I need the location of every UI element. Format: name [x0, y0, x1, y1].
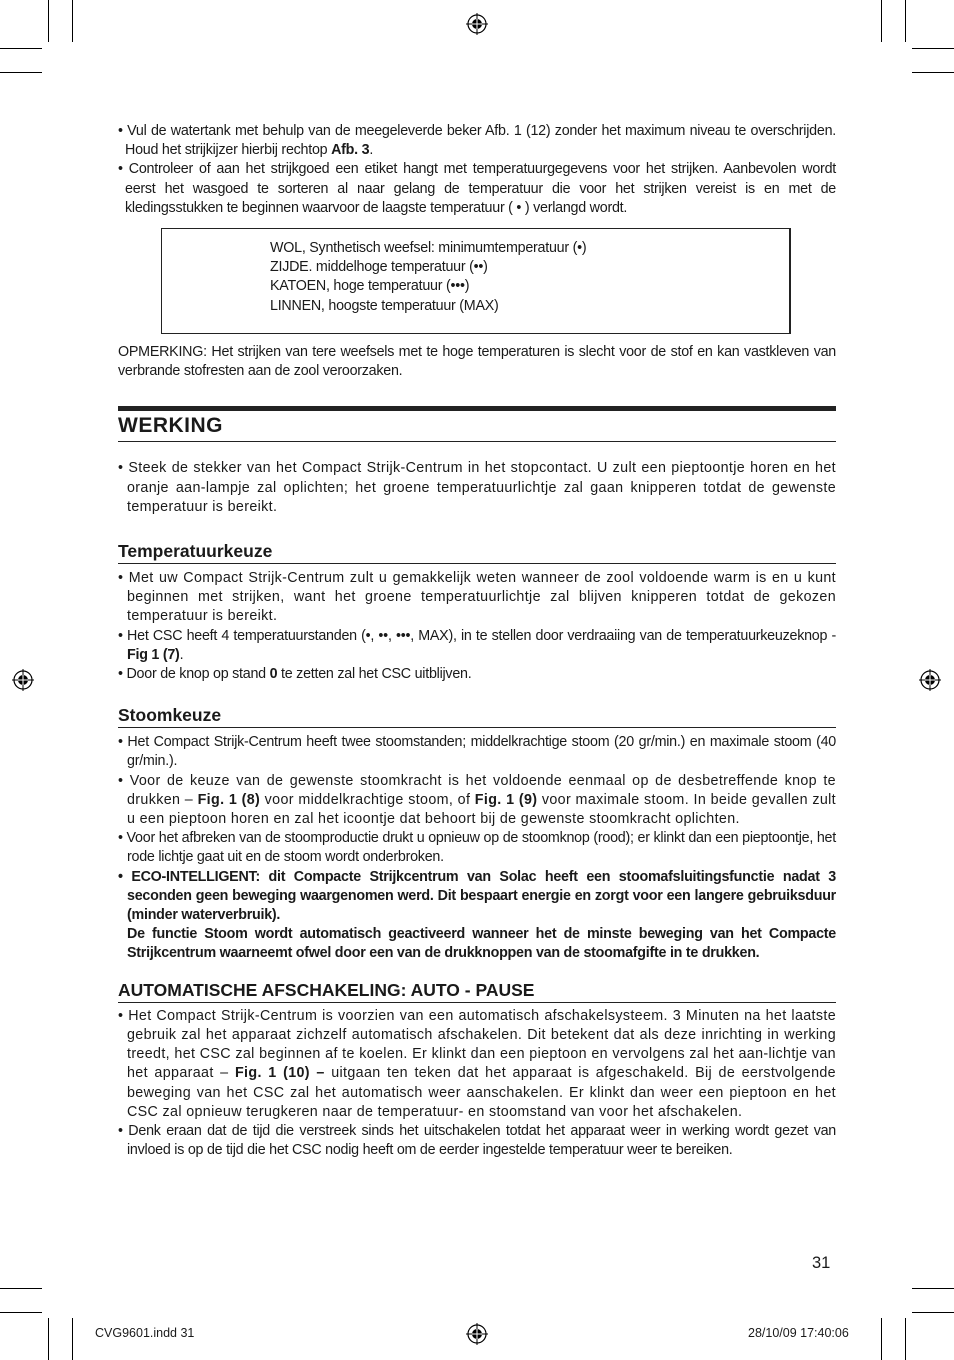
section-title-auto-pause: AUTOMATISCHE AFSCHAKELING: AUTO - PAUSE — [118, 979, 836, 1003]
registration-mark-icon — [919, 669, 941, 691]
crop-mark — [905, 1318, 906, 1360]
list-item: • Het Compact Strijk-Centrum is voorzien van een automatisch afschakelsysteem. 3 Minuten na het laatste gebruik zal het apparaat zichzelf automatisch afschakelen. Dit betekent dat als deze inrichting in werking treedt, het CSC zal beginnen af te koelen. Er klinkt dan een pieptoon en vervolgens zal het aan-lichtje van het apparaat – Fig. 1 (10) – uitgaan ten teken dat het apparaat is afgeschakeld. Bij de eerstvolgende beweging van het CSC zal het automatisch weer aanschakelen. Er klinkt dan weer een pieptoon en het CSC zal opnieuw terugkeren naar de temperatuur- en stoomstand van voor het afschakelen. — [118, 1007, 836, 1120]
list-item: • Het Compact Strijk-Centrum heeft twee stoomstanden; middelkrachtige stoom (20 gr/min.) en maximale stoom (40 gr/min.). — [118, 734, 836, 770]
crop-mark — [881, 0, 882, 42]
crop-mark — [912, 1312, 954, 1313]
crop-mark — [0, 48, 42, 49]
list-item: • Denk eraan dat de tijd die verstreek sinds het uitschakelen totdat het apparaat weer in werking wordt gezet van invloed is op de tijd die het CSC nodig heeft om de eerder ingestelde temperatuur weer te bereiken. — [118, 1122, 836, 1159]
list-item: • Door de knop op stand 0 te zetten zal het CSC uitblijven. — [118, 666, 472, 683]
section-title-temperatuurkeuze: Temperatuurkeuze — [118, 540, 836, 564]
crop-mark — [0, 1288, 42, 1289]
table-row: KATOEN, hoge temperatuur (•••) — [270, 278, 470, 295]
crop-mark — [72, 0, 73, 42]
table-row: WOL, Synthetisch weefsel: minimumtemperatuur (•) — [270, 240, 587, 257]
list-item: • Voor het afbreken van de stoomproductie drukt u opnieuw op de stoomknop (rood); er klinkt dan een pieptoontje, het rode lichtje gaat uit en de stoom wordt onderbroken. — [118, 830, 836, 866]
section-title-werking: WERKING — [118, 411, 836, 442]
slug-filename: CVG9601.indd 31 — [95, 1326, 195, 1340]
note-paragraph: OPMERKING: Het strijken van tere weefsels met te hoge temperaturen is slecht voor de stof en kan vastkleven van verbrande stofresten aan de zool veroorzaken. — [118, 344, 836, 380]
list-item: • Steek de stekker van het Compact Strijk-Centrum in het stopcontact. U zult een pieptoontje horen en het oranje aan-lampje zal oplichten; het groene temperatuurlichtje zal gaan knipperen totdat de gewenste temperatuur is bereikt. — [118, 460, 836, 515]
temperature-table — [161, 228, 791, 334]
list-item: • Voor de keuze van de gewenste stoomkracht is het voldoende eenmaal op de desbetreffende knop te drukken – Fig. 1 (8) voor middelkrachtige stoom, of Fig. 1 (9) voor maximale stoom. In beide gevallen zult u een pieptoon horen en zal het icoontje dat behoort bij de gewenste stoomkracht oplichten. — [118, 772, 836, 828]
page-number: 31 — [812, 1254, 831, 1272]
crop-mark — [0, 1312, 42, 1313]
crop-mark — [912, 48, 954, 49]
list-item: • Vul de watertank met behulp van de meegeleverde beker Afb. 1 (12) zonder het maximum niveau te overschrijden. Houd het strijkijzer hierbij rechtop Afb. 3. — [118, 123, 836, 159]
registration-mark-icon — [12, 669, 34, 691]
crop-mark — [48, 0, 49, 42]
crop-mark — [912, 1288, 954, 1289]
list-item: • Controleer of aan het strijkgoed een etiket hangt met temperatuurgegevens voor het strijken. Aanbevolen wordt eerst het wasgoed te sorteren al naar gelang de temperatuur die voor het strijken vereist is en met de kledingsstukken te beginnen waarvoor de laagste temperatuur ( • ) verlangd wordt. — [118, 161, 836, 216]
crop-mark — [905, 0, 906, 42]
crop-mark — [912, 72, 954, 73]
table-row: ZIJDE. middelhoge temperatuur (••) — [270, 259, 488, 276]
crop-mark — [72, 1318, 73, 1360]
page-content — [118, 122, 836, 1160]
list-item-eco: • ECO-INTELLIGENT: dit Compacte Strijkcentrum van Solac heeft een stoomafsluitingsfunctie nadat 3 seconden geen beweging waargenomen werd. Dit bespaart energie en zorgt voor een langere gebruiksduur (minder waterverbruik). — [118, 868, 836, 924]
registration-mark-icon — [466, 13, 488, 35]
table-row: LINNEN, hoogste temperatuur (MAX) — [270, 297, 499, 314]
crop-mark — [881, 1318, 882, 1360]
slug-datetime: 28/10/09 17:40:06 — [748, 1326, 849, 1340]
list-item: • Met uw Compact Strijk-Centrum zult u gemakkelijk weten wanneer de zool voldoende warm is en u kunt beginnen met strijken, want het groene temperatuurlichtje zal blijven knipperen totdat de gekozen temperatuur is bereikt. — [118, 570, 836, 625]
crop-mark — [0, 72, 42, 73]
section-title-stoomkeuze: Stoomkeuze — [118, 704, 836, 728]
list-item: • Het CSC heeft 4 temperatuurstanden (•, ••, •••, MAX), in te stellen door verdraaiing van de temperatuurkeuzeknop - Fig 1 (7). — [118, 627, 836, 663]
eco-continuation: De functie Stoom wordt automatisch geactiveerd wanneer het de minste beweging van het Compacte Strijkcentrum waarneemt ofwel door een van de drukknoppen van de stoomafgifte in te drukken. — [127, 926, 836, 962]
crop-mark — [48, 1318, 49, 1360]
registration-mark-icon — [466, 1323, 488, 1345]
